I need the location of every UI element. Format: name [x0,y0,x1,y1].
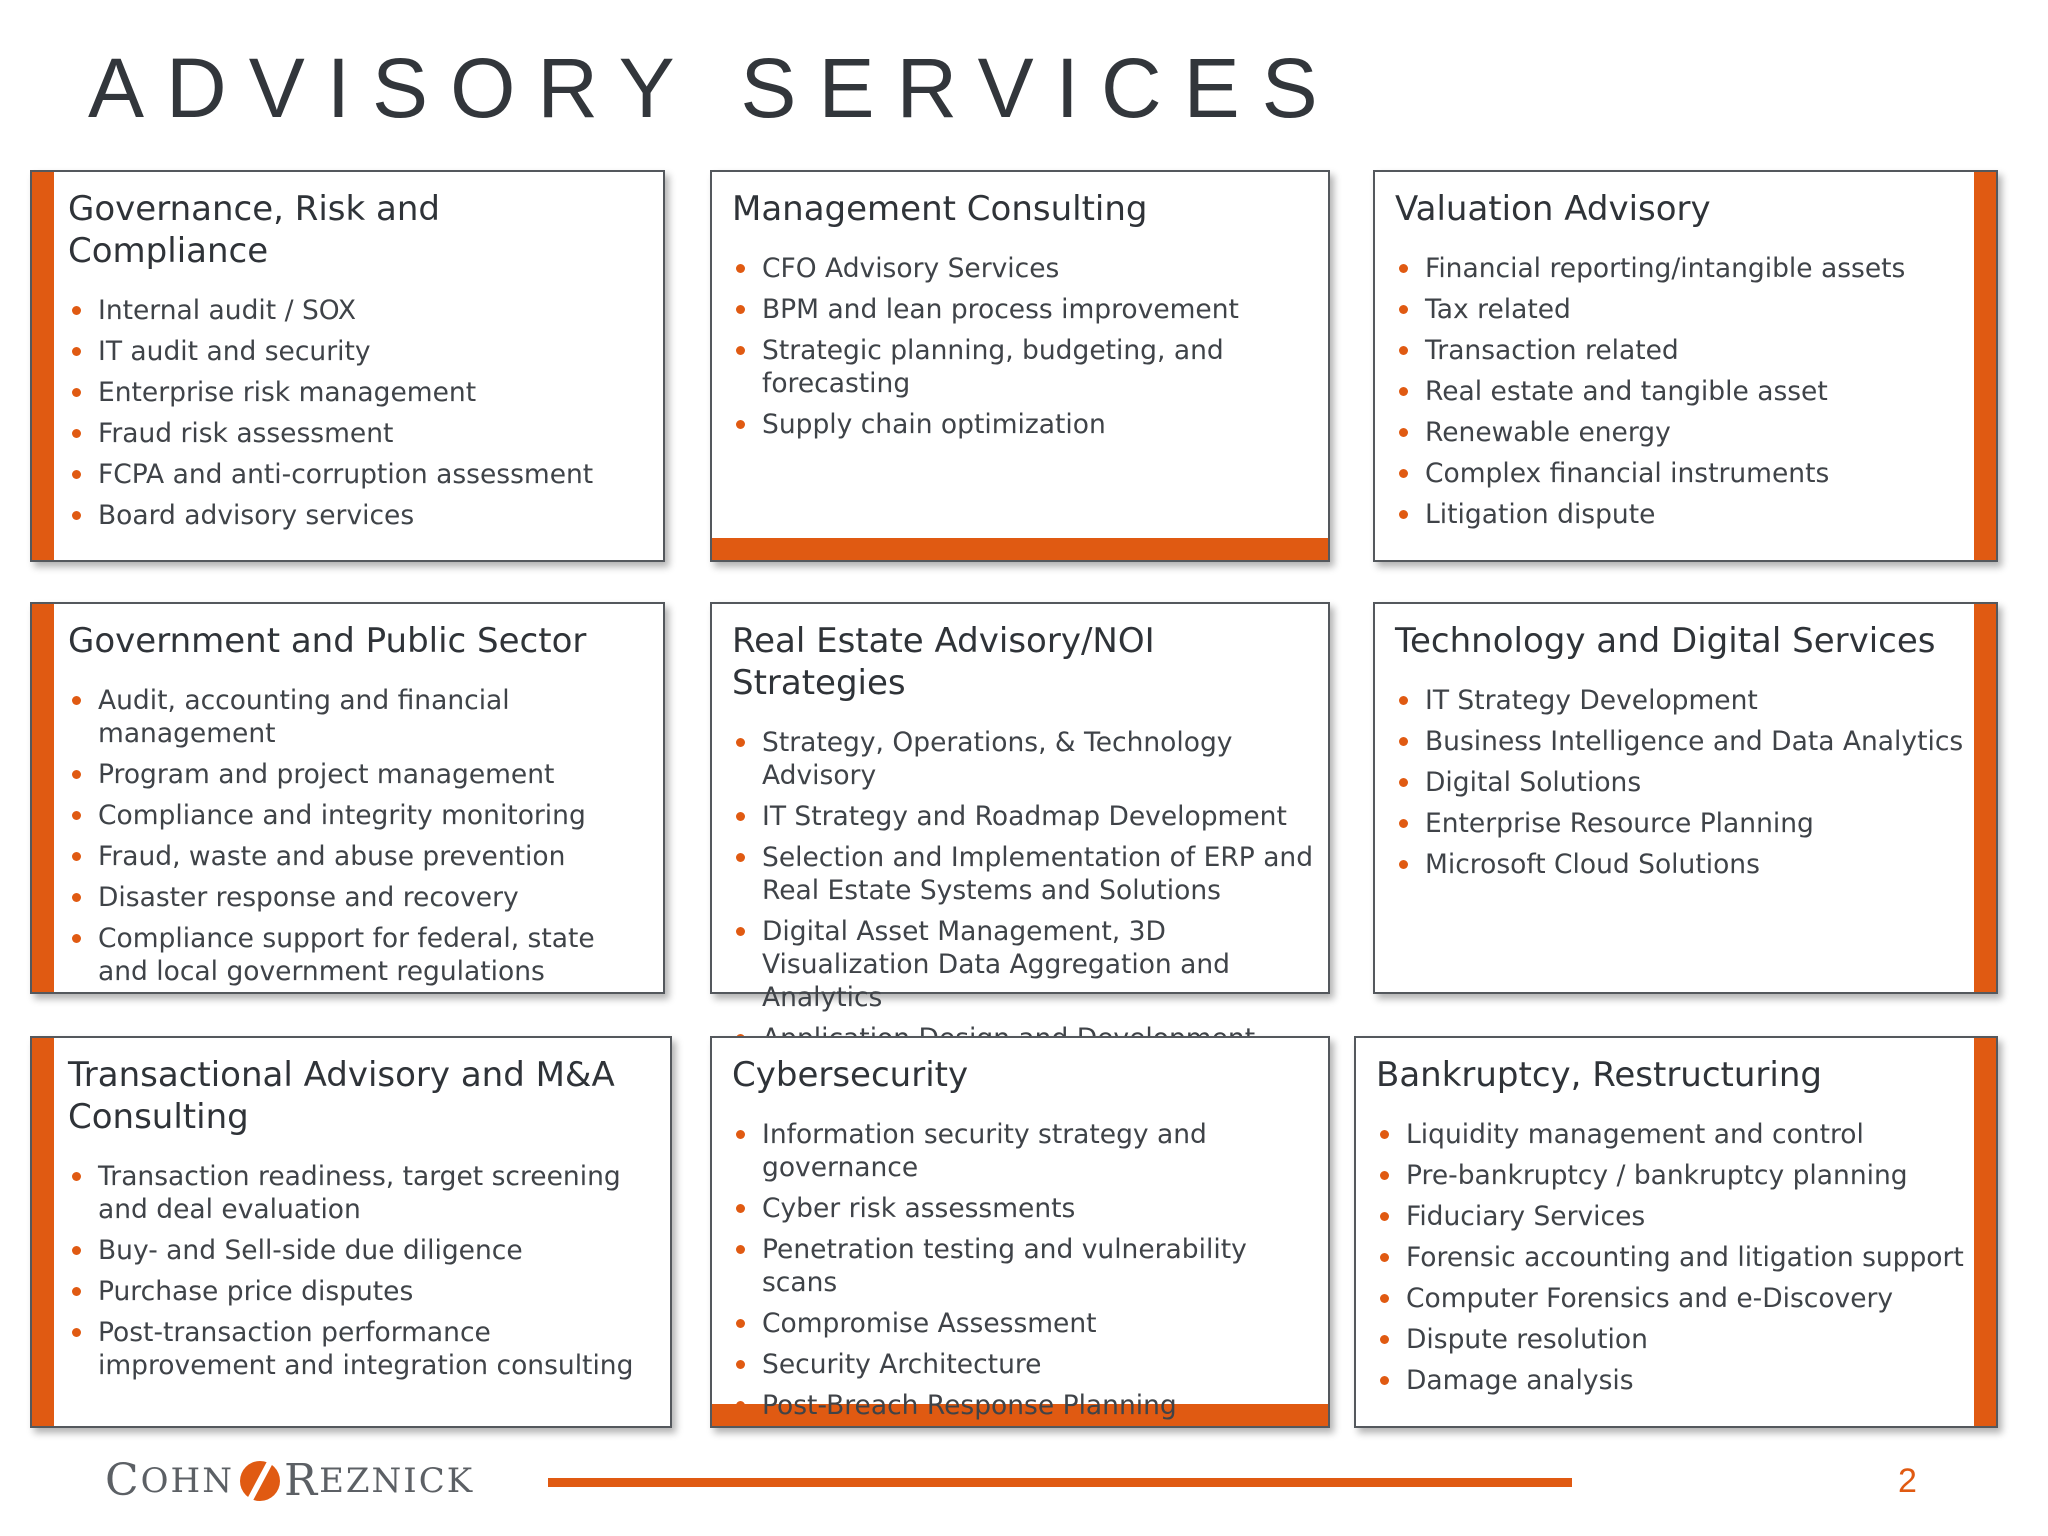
card-list [732,726,1314,1055]
card-list [68,684,649,988]
card-real-estate-advisory [710,602,1330,1013]
card-heading: Government and Public Sector [68,621,587,661]
card-heading: Governance, Risk and Compliance [68,189,440,271]
card-heading: Valuation Advisory [1395,189,1711,229]
list-item: Strategy, Operations, & Technology Advisory [732,726,1314,792]
list-item: Strategic planning, budgeting, and forecasting [732,334,1314,400]
card-accent-bar [32,1038,54,1426]
list-item: Security Architecture [732,1348,1314,1381]
list-item: Renewable energy [1395,416,1966,449]
list-item: Microsoft Cloud Solutions [1395,848,1966,881]
company-logo [105,1455,474,1506]
logo-text-part2: R [283,1455,320,1506]
list-item: Board advisory services [68,499,649,532]
card-accent-bar [32,604,54,992]
list-item: Buy- and Sell-side due diligence [68,1234,656,1267]
list-item: Selection and Implementation of ERP and Real Estate Systems and Solutions [732,841,1314,907]
list-item: Purchase price disputes [68,1275,656,1308]
card-heading: Bankruptcy, Restructuring [1376,1055,1822,1095]
list-item: Disaster response and recovery [68,881,649,914]
list-item: Business Intelligence and Data Analytics [1395,725,1966,758]
list-item: Compliance support for federal, state and local government regulations [68,922,649,988]
card-valuation-advisory [1373,170,1998,562]
list-item: Penetration testing and vulnerability scans [732,1233,1314,1299]
card-heading: Cybersecurity [732,1055,969,1095]
list-item: Supply chain optimization [732,408,1314,441]
card-accent-bar [1974,604,1996,992]
page-title: ADVISORY SERVICES [88,41,1340,135]
list-item: Pre-bankruptcy / bankruptcy planning [1376,1159,1966,1192]
list-item: IT Strategy and Roadmap Development [732,800,1314,833]
card-list [1395,252,1966,531]
card-list [68,294,649,532]
list-item: Complex financial instruments [1395,457,1966,490]
card-list [1395,684,1966,881]
list-item: Program and project management [68,758,649,791]
list-item: Computer Forensics and e-Discovery [1376,1282,1966,1315]
logo-text-part2-smallcaps: EZNICK [319,1460,475,1501]
card-transactional-advisory [30,1036,672,1428]
card-heading: Technology and Digital Services [1395,621,1936,661]
list-item: Dispute resolution [1376,1323,1966,1356]
card-technology-digital [1373,602,1998,994]
card-heading: Transactional Advisory and M&A Consulting [68,1055,615,1137]
list-item: Transaction related [1395,334,1966,367]
card-list [1376,1118,1966,1397]
list-item: BPM and lean process improvement [732,293,1314,326]
list-item: Audit, accounting and financial management [68,684,649,750]
list-item: Cyber risk assessments [732,1192,1314,1225]
list-item: FCPA and anti-corruption assessment [68,458,649,491]
card-bankruptcy-restructuring [1354,1036,1998,1428]
page-number: 2 [1898,1462,1917,1500]
list-item: IT Strategy Development [1395,684,1966,717]
card-government-public-sector [30,602,665,994]
list-item: Post-transaction performance improvement and integration consulting [68,1316,656,1382]
list-item: Internal audit / SOX [68,294,649,327]
list-item: Post-Breach Response Planning [732,1389,1314,1422]
list-item: Fraud risk assessment [68,417,649,450]
card-governance [30,170,665,562]
list-item: Liquidity management and control [1376,1118,1966,1151]
list-item: IT audit and security [68,335,649,368]
list-item: Information security strategy and governance [732,1118,1314,1184]
card-list [732,252,1314,441]
list-item: Financial reporting/intangible assets [1395,252,1966,285]
list-item: Real estate and tangible asset [1395,375,1966,408]
card-heading: Real Estate Advisory/NOI Strategies [732,621,1155,703]
list-item: Compliance and integrity monitoring [68,799,649,832]
list-item: Compromise Assessment [732,1307,1314,1340]
card-accent-bar [1974,1038,1996,1426]
logo-mark-icon [240,1461,280,1501]
card-cybersecurity [710,1036,1330,1428]
list-item: Enterprise risk management [68,376,649,409]
card-list [68,1160,656,1382]
card-management-consulting [710,170,1330,562]
list-item: Forensic accounting and litigation support [1376,1241,1966,1274]
list-item: Digital Solutions [1395,766,1966,799]
logo-text-part1: C [105,1455,141,1506]
card-accent-bar [32,172,54,560]
list-item: Damage analysis [1376,1364,1966,1397]
card-heading: Management Consulting [732,189,1148,229]
list-item: Transaction readiness, target screening and deal evaluation [68,1160,656,1226]
list-item: Fiduciary Services [1376,1200,1966,1233]
card-accent-bar [712,538,1328,560]
list-item: Litigation dispute [1395,498,1966,531]
card-list [732,1118,1314,1422]
list-item: Tax related [1395,293,1966,326]
logo-text-part1-smallcaps: OHN [140,1460,234,1501]
list-item: Digital Asset Management, 3D Visualization Data Aggregation and Analytics [732,915,1314,1014]
list-item: Enterprise Resource Planning [1395,807,1966,840]
footer-divider [548,1478,1572,1487]
list-item: Fraud, waste and abuse prevention [68,840,649,873]
list-item: CFO Advisory Services [732,252,1314,285]
card-accent-bar [1974,172,1996,560]
